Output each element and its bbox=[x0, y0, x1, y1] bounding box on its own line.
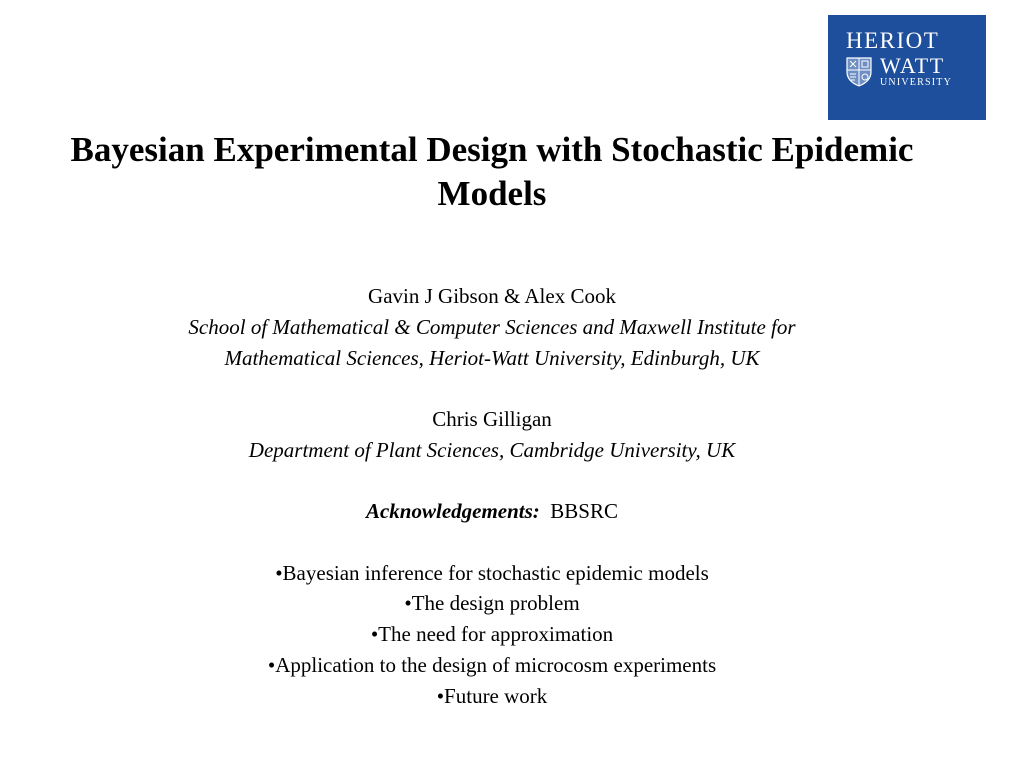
outline-item: •The design problem bbox=[404, 591, 580, 615]
outline-item: •Application to the design of microcosm experiments bbox=[267, 653, 717, 677]
authors-1-affiliation-line-1: School of Mathematical & Computer Sciences and Maxwell Institute for bbox=[188, 315, 796, 339]
outline-item: •The need for approximation bbox=[370, 622, 614, 646]
crest-icon bbox=[846, 57, 872, 87]
logo-heriot-text: HERIOT bbox=[846, 28, 940, 53]
outline-item: •Bayesian inference for stochastic epidemic models bbox=[275, 561, 709, 585]
authors-2-affiliation: Department of Plant Sciences, Cambridge University, UK bbox=[248, 438, 736, 462]
acknowledgements-label: Acknowledgements: bbox=[365, 499, 540, 523]
acknowledgements-value: BBSRC bbox=[550, 499, 619, 523]
logo-university-text: UNIVERSITY bbox=[880, 77, 952, 88]
logo-watt-text: WATT bbox=[880, 53, 945, 78]
acknowledgements bbox=[40, 496, 944, 527]
authors-1-names: Gavin J Gibson & Alex Cook bbox=[368, 284, 616, 308]
heriot-watt-logo bbox=[828, 15, 986, 120]
slide-title: Bayesian Experimental Design with Stochastic Epidemic Models bbox=[70, 130, 914, 213]
authors-1-affiliation-line-2: Mathematical Sciences, Heriot-Watt University, Edinburgh, UK bbox=[224, 346, 760, 370]
authors-2-names: Chris Gilligan bbox=[432, 407, 552, 431]
outline-item: •Future work bbox=[436, 684, 548, 708]
